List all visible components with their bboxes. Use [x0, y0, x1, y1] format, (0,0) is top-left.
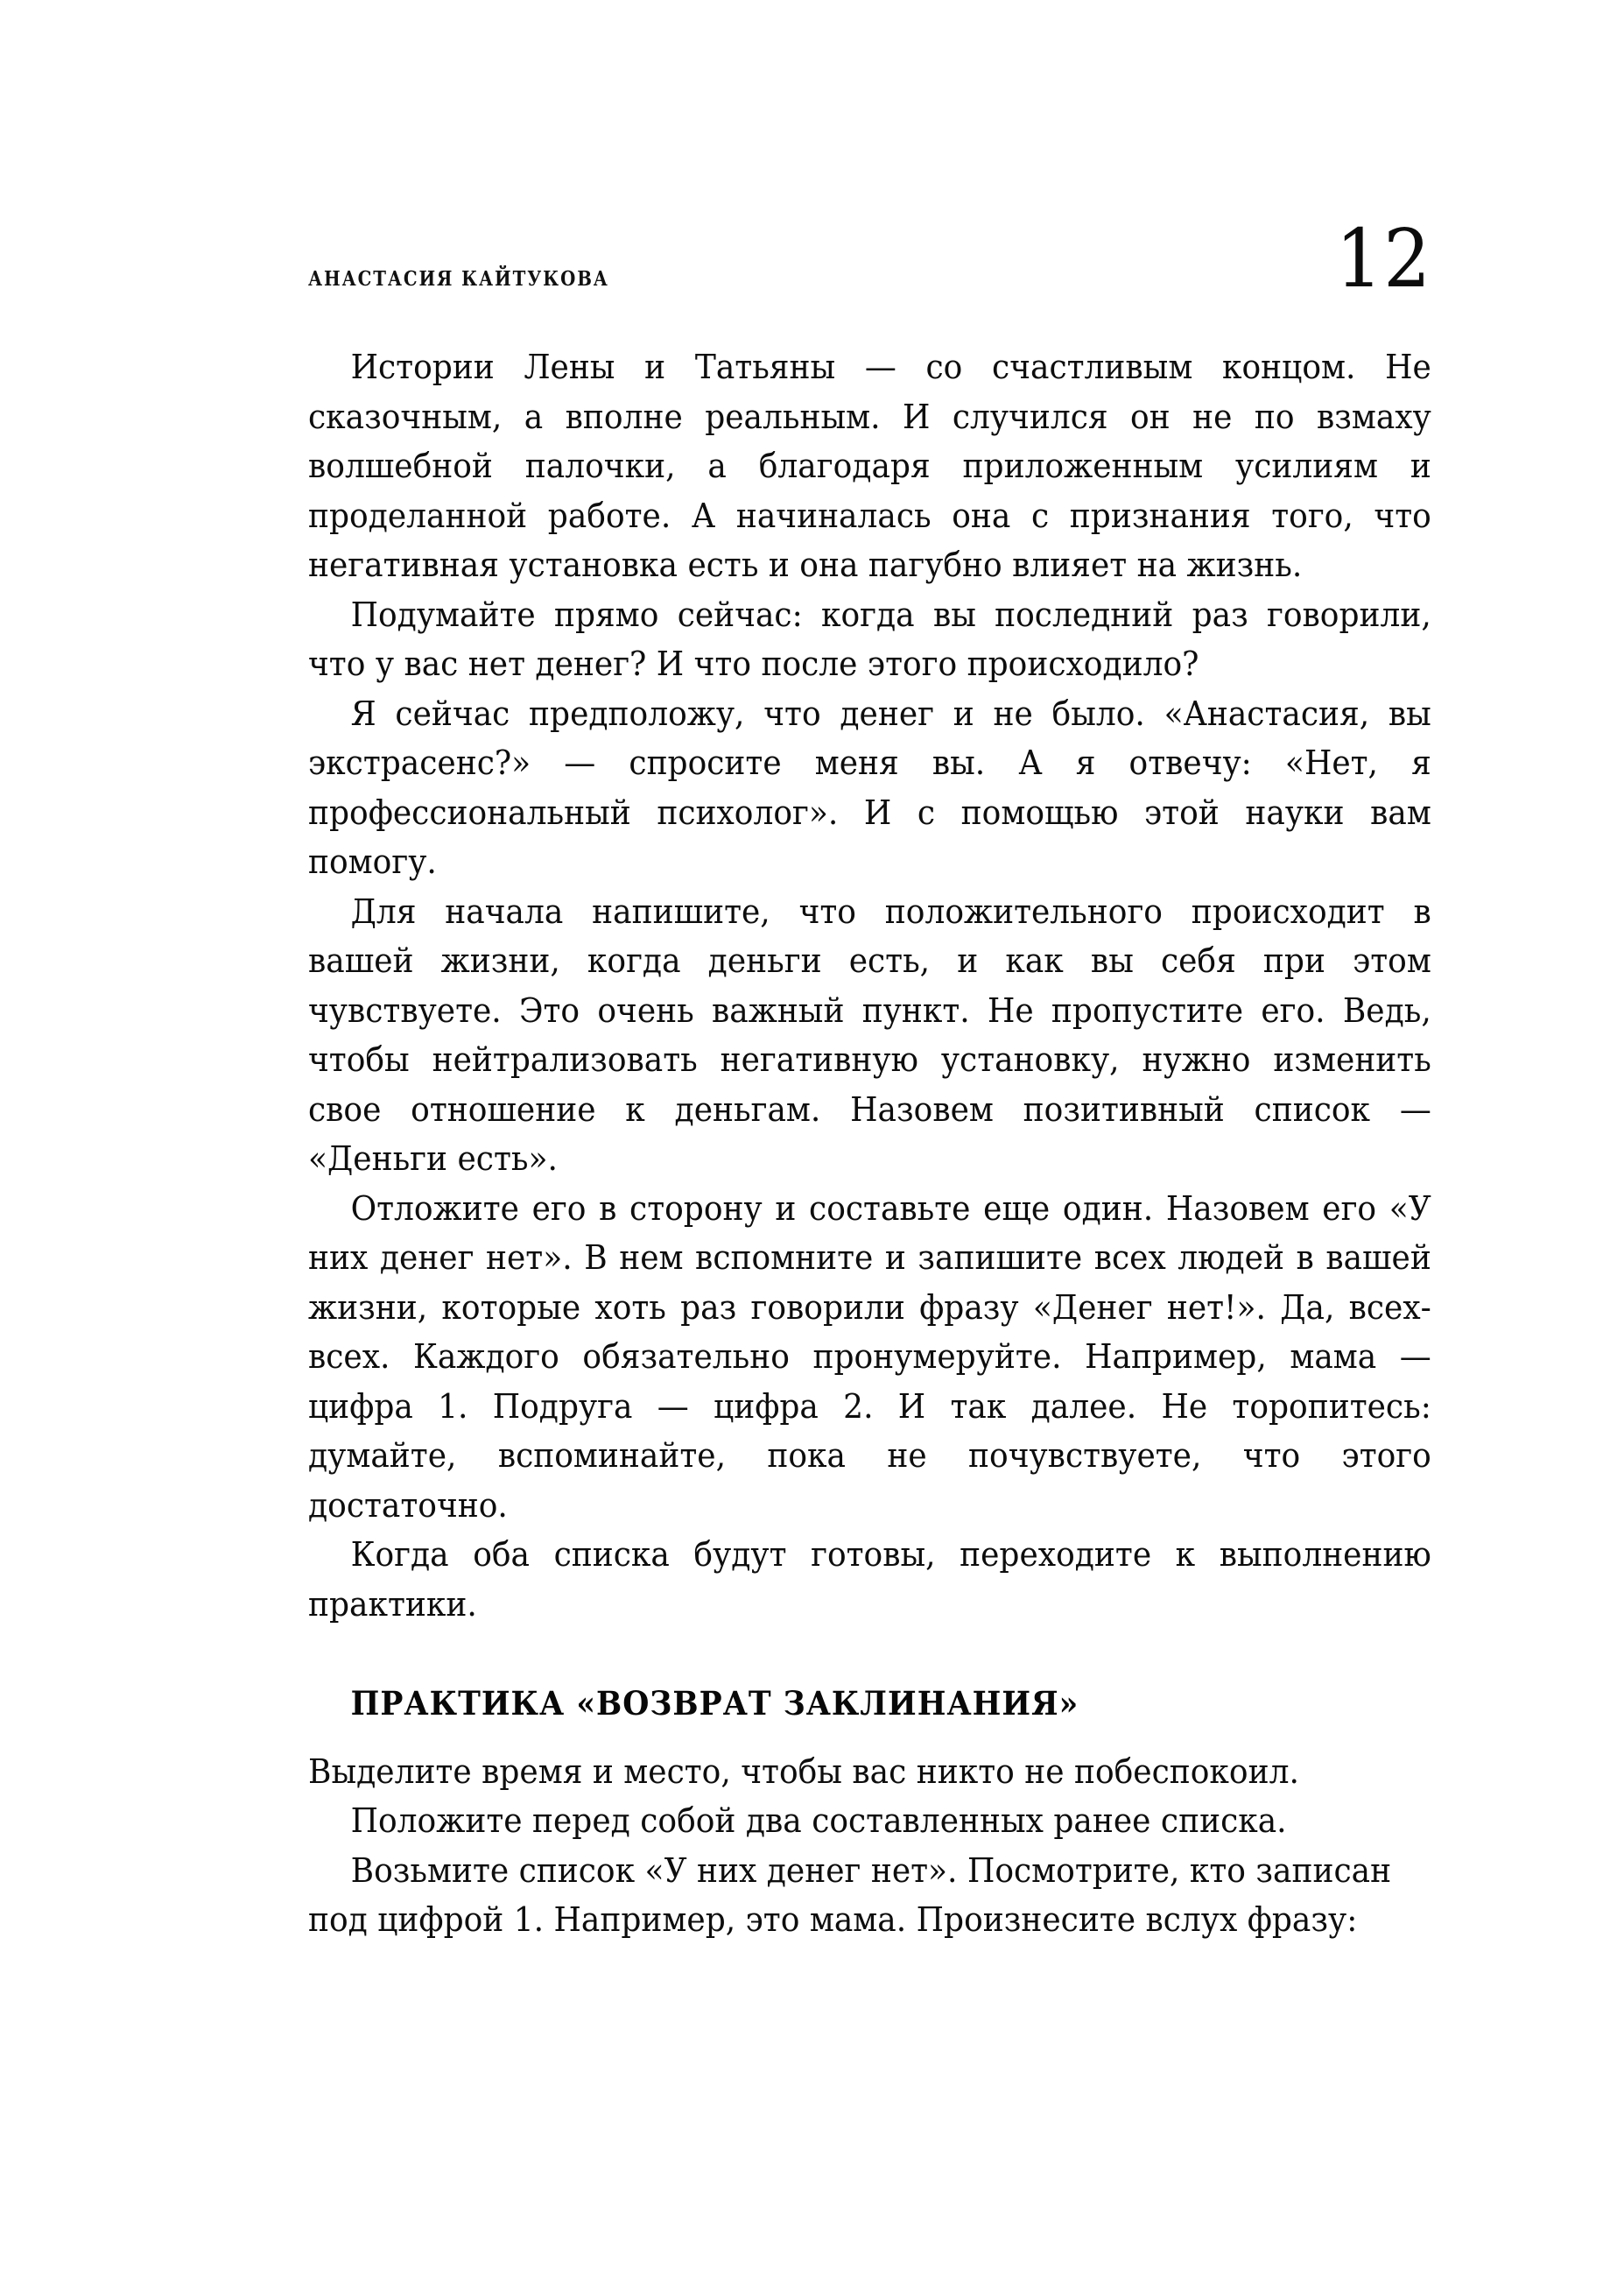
body-paragraph: Я сейчас предположу, что денег и не было. «Анастасия, вы экстрасенс?» — спросите меня вы. А я отвечу: «Нет, я профессиональный психолог». И с помощью этой науки вам помогу.	[308, 694, 1431, 882]
body-paragraph: Отложите его в сторону и составьте еще один. Назовем его «У них денег нет». В нем вспомните и запишите всех людей в вашей жизни, которые хоть раз говорили фразу «Денег нет!». Да, всех-всех. Каждого обязательно пронумеруйте. Например, мама — цифра 1. Подруга — цифра 2. И так далее. Не торопитесь: думайте, вспоминайте, пока не почувствуете, что этого достаточно.	[308, 1188, 1431, 1526]
heading-spacer-above	[308, 1630, 1431, 1679]
body-paragraph: Для начала напишите, что положительного происходит в вашей жизни, когда деньги есть, и как вы себя при этом чувствуете. Это очень важный пункт. Не пропустите его. Ведь, чтобы нейтрализовать негативную установку, нужно изменить свое отношение к деньгам. Назовем позитивный список — «Деньги есть».	[308, 891, 1431, 1179]
body-paragraph: Когда оба списка будут готовы, переходите к выполнению практики.	[308, 1535, 1431, 1624]
page-number: 12	[1335, 212, 1431, 306]
section-heading: ПРАКТИКА «ВОЗВРАТ ЗАКЛИНАНИЯ»	[350, 1684, 1079, 1723]
body-paragraph: Истории Лены и Татьяны — со счастливым концом. Не сказочным, а вполне реальным. И случился он не по взмаху волшебной палочки, а благодаря приложенным усилиям и проделанной работе. А начиналась она с признания того, что негативная установка есть и она пагубно влияет на жизнь.	[308, 348, 1431, 585]
section-paragraph: Выделите время и место, чтобы вас никто не побеспокоил.	[308, 1751, 1299, 1792]
body-text-column	[308, 343, 1431, 1946]
body-paragraph: Подумайте прямо сейчас: когда вы последний раз говорили, что у вас нет денег? И что после этого происходило?	[308, 595, 1431, 684]
page-header	[308, 212, 1431, 315]
section-paragraph: Возьмите список «У них денег нет». Посмотрите, кто записан под цифрой 1. Например, это мама. Произнесите вслух фразу:	[308, 1850, 1392, 1940]
running-head-author: АНАСТАСИЯ КАЙТУКОВА	[308, 267, 609, 291]
heading-spacer-below	[308, 1729, 1431, 1748]
section-paragraph: Положите перед собой два составленных ранее списка.	[350, 1801, 1287, 1841]
